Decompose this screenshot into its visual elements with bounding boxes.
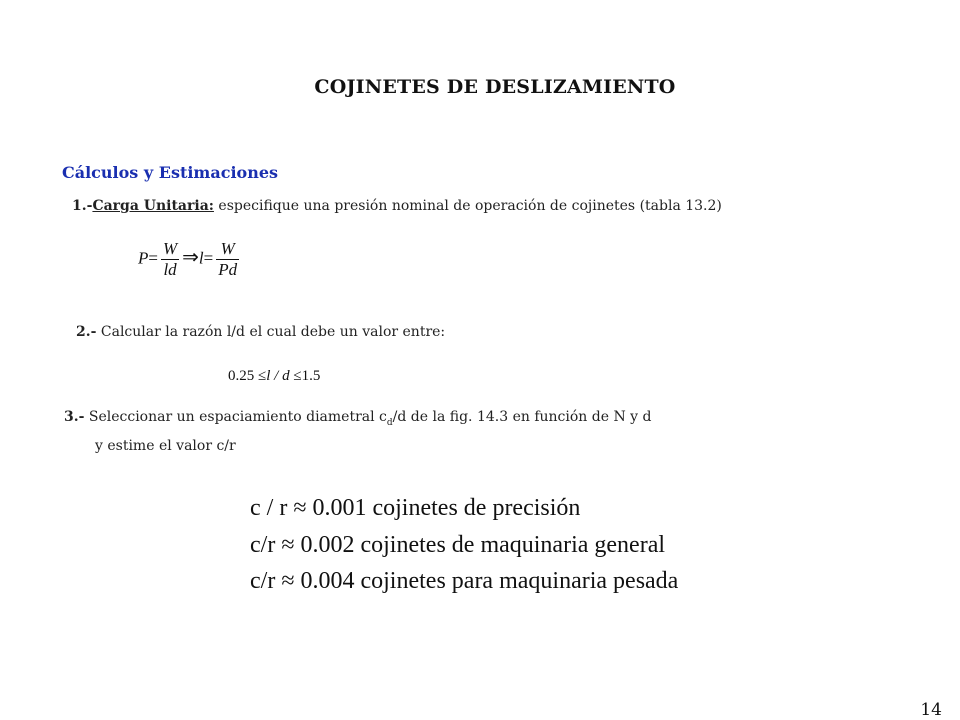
eq1-denominator: ld bbox=[163, 259, 177, 279]
eq1-fraction-w-pd bbox=[216, 240, 239, 279]
eq1-fraction-w-ld bbox=[161, 240, 179, 279]
step-1-label: Carga Unitaria: bbox=[92, 198, 214, 214]
eq1-numerator: W bbox=[162, 239, 178, 258]
eq1-p: P bbox=[138, 248, 149, 268]
step-2-text: Calcular la razón l/d el cual debe un valor entre: bbox=[96, 324, 446, 340]
eq2-low: 0.25 bbox=[228, 368, 255, 384]
step-1 bbox=[72, 198, 722, 214]
step-3-line-2: y estime el valor c/r bbox=[95, 438, 236, 454]
eq2-high: 1.5 bbox=[301, 368, 321, 384]
eq2-leq-2: ≤ bbox=[293, 368, 302, 384]
eq1-equals: = bbox=[148, 248, 158, 268]
eq2-leq-1: ≤ bbox=[258, 368, 267, 384]
unit-load-equation bbox=[138, 240, 242, 279]
eq1-denominator-2: Pd bbox=[218, 259, 238, 279]
eq1-equals-2: = bbox=[203, 248, 214, 268]
eq2-ratio: l / d bbox=[266, 368, 290, 384]
step-3-subscript: d bbox=[386, 417, 393, 428]
eq1-numerator-2: W bbox=[220, 239, 235, 258]
step-2 bbox=[76, 324, 445, 340]
step-1-text: especifique una presión nominal de operación de cojinetes (tabla 13.2) bbox=[213, 198, 722, 214]
step-2-number: 2.- bbox=[76, 324, 97, 340]
ratio-range-equation bbox=[228, 368, 320, 385]
step-3 bbox=[64, 409, 651, 428]
step-3-text-a: Seleccionar un espaciamiento diametral c bbox=[84, 409, 387, 425]
clearance-precision: c / r ≈ 0.001 cojinetes de precisión bbox=[250, 495, 581, 521]
page-title: COJINETES DE DESLIZAMIENTO bbox=[314, 76, 676, 98]
clearance-heavy: c/r ≈ 0.004 cojinetes para maquinaria pesada bbox=[250, 568, 679, 594]
section-heading: Cálculos y Estimaciones bbox=[62, 163, 279, 182]
implies-arrow-icon: ⇒ bbox=[182, 246, 199, 269]
clearance-general: c/r ≈ 0.002 cojinetes de maquinaria general bbox=[250, 532, 666, 558]
page-number: 14 bbox=[920, 700, 942, 720]
step-3-text-b: /d de la fig. 14.3 en función de N y d bbox=[392, 409, 652, 425]
step-3-number: 3.- bbox=[64, 409, 85, 425]
step-1-number: 1.- bbox=[72, 198, 93, 214]
eq1-l: l bbox=[198, 248, 204, 268]
